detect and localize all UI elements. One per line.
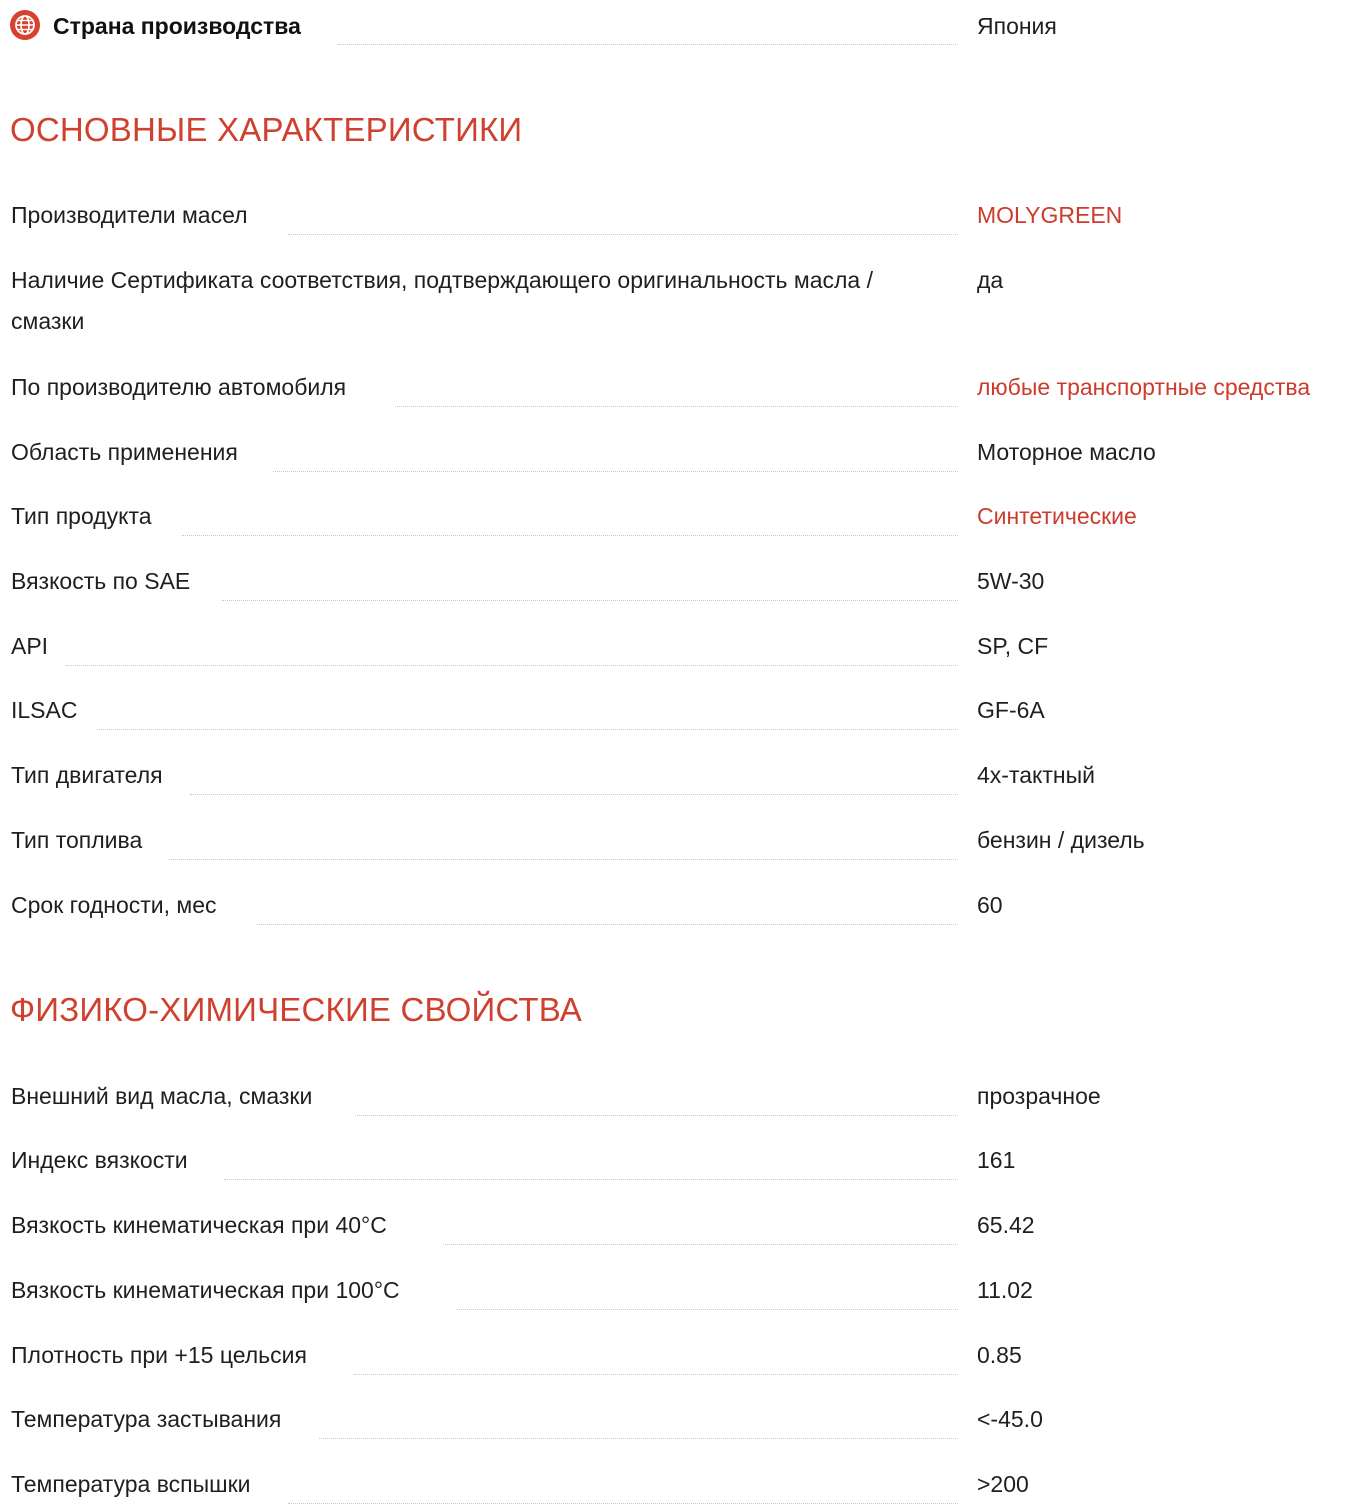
spec-label: ILSAC	[11, 697, 78, 723]
divider	[395, 406, 958, 407]
spec-label: По производителю автомобиля	[11, 374, 347, 400]
spec-label: Индекс вязкости	[11, 1147, 188, 1173]
spec-value: GF-6A	[977, 697, 1045, 723]
spec-value: 4х-тактный	[977, 762, 1095, 788]
spec-label: Температура вспышки	[11, 1471, 251, 1497]
divider	[457, 1309, 958, 1310]
globe-icon	[9, 9, 41, 41]
divider	[257, 924, 958, 925]
divider	[319, 1438, 958, 1439]
spec-label: Вязкость кинематическая при 40°C	[11, 1212, 387, 1238]
divider	[224, 1179, 958, 1180]
spec-value[interactable]: Синтетические	[977, 503, 1137, 529]
spec-value: 0.85	[977, 1342, 1022, 1368]
country-value: Япония	[977, 13, 1057, 39]
spec-label: Тип двигателя	[11, 762, 163, 788]
spec-label: Срок годности, мес	[11, 892, 217, 918]
spec-label: Область применения	[11, 439, 238, 465]
divider	[354, 1374, 958, 1375]
spec-value: <-45.0	[977, 1406, 1043, 1432]
country-label: Страна производства	[53, 13, 301, 39]
spec-value: Моторное масло	[977, 439, 1156, 465]
spec-label: Вязкость по SAE	[11, 568, 191, 594]
spec-value: прозрачное	[977, 1083, 1101, 1109]
spec-value[interactable]: любые транспортные средства	[977, 374, 1311, 400]
spec-label: Вязкость кинематическая при 100°C	[11, 1277, 400, 1303]
spec-label: Температура застывания	[11, 1406, 282, 1432]
divider	[66, 665, 958, 666]
spec-value: SP, CF	[977, 633, 1049, 659]
divider	[190, 794, 958, 795]
spec-value[interactable]: MOLYGREEN	[977, 202, 1123, 228]
spec-label: Тип топлива	[11, 827, 143, 853]
spec-value: 65.42	[977, 1212, 1035, 1238]
spec-label: Внешний вид масла, смазки	[11, 1083, 313, 1109]
spec-value: 60	[977, 892, 1003, 918]
spec-label: Наличие Сертификата соответствия, подтверждающего оригинальность масла / смазки	[11, 267, 873, 334]
section-heading-main: ОСНОВНЫЕ ХАРАКТЕРИСТИКИ	[10, 111, 523, 148]
spec-label: API	[11, 633, 49, 659]
section-heading-physchem: ФИЗИКО-ХИМИЧЕСКИЕ СВОЙСТВА	[10, 991, 583, 1028]
divider	[273, 471, 958, 472]
spec-value: >200	[977, 1471, 1029, 1497]
spec-label: Плотность при +15 цельсия	[11, 1342, 307, 1368]
divider	[222, 600, 958, 601]
spec-value: 5W-30	[977, 568, 1045, 594]
spec-value: да	[977, 267, 1004, 293]
divider	[338, 44, 958, 45]
divider	[355, 1115, 958, 1116]
spec-label: Производители масел	[11, 202, 248, 228]
divider	[288, 234, 958, 235]
divider	[288, 1503, 958, 1504]
divider	[169, 859, 958, 860]
divider	[97, 729, 958, 730]
spec-value: 161	[977, 1147, 1016, 1173]
divider	[443, 1244, 958, 1245]
spec-value: 11.02	[977, 1277, 1033, 1303]
spec-label: Тип продукта	[11, 503, 152, 529]
spec-value: бензин / дизель	[977, 827, 1145, 853]
divider	[182, 535, 958, 536]
